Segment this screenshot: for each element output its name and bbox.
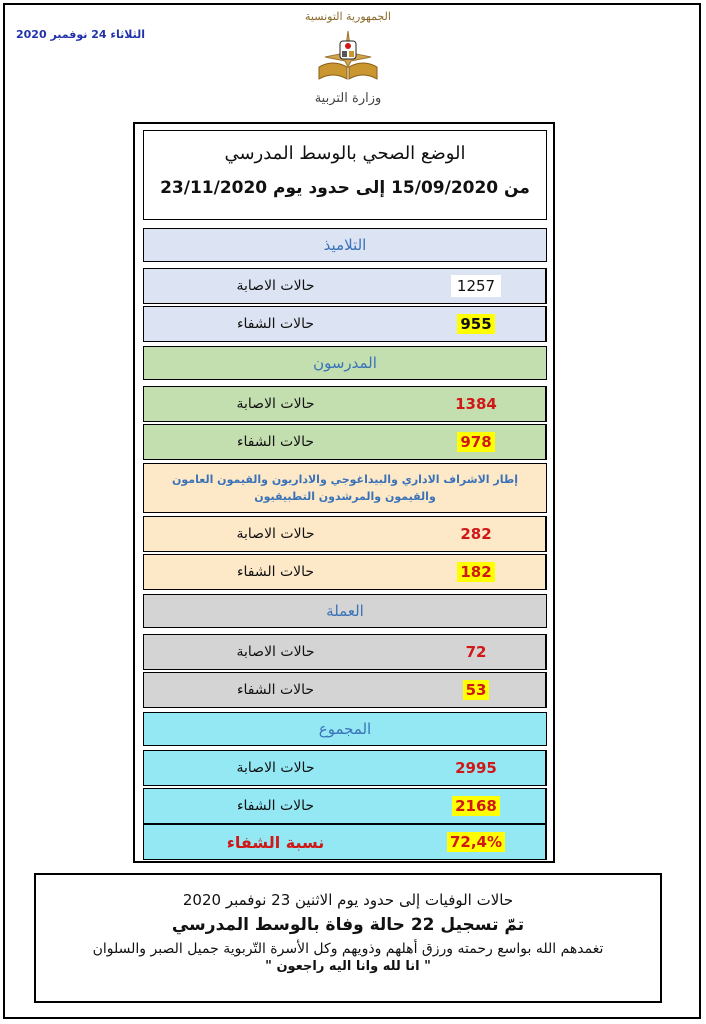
republic-text: الجمهورية التونسية xyxy=(305,10,391,23)
page-title: الوضع الصحي بالوسط المدرسي xyxy=(224,143,466,164)
infections-label: حالات الاصابة xyxy=(236,760,315,776)
ministry-logo xyxy=(300,10,396,120)
deaths-count-line: تمّ تسجيل 22 حالة وفاة بالوسط المدرسي xyxy=(171,915,525,935)
total-infections-row xyxy=(143,750,547,786)
total-rate-row xyxy=(143,824,547,860)
total-rate-value: 72,4% xyxy=(447,832,505,852)
title-box xyxy=(143,130,547,220)
staff-infections-value: 282 xyxy=(460,525,492,543)
recoveries-label: حالات الشفاء xyxy=(236,434,315,450)
recoveries-label: حالات الشفاء xyxy=(236,564,315,580)
students-recoveries-value: 955 xyxy=(457,314,494,334)
section-total-title: المجموع xyxy=(143,712,547,746)
workers-recoveries-row xyxy=(143,672,547,708)
teachers-infections-value: 1384 xyxy=(455,395,497,413)
prayer-line: " انا لله وانا اليه راجعون " xyxy=(265,959,431,974)
emblem-icon xyxy=(313,23,383,85)
students-recoveries-row xyxy=(143,306,547,342)
condolence-line: تغمدهم الله بواسع رحمته ورزق أهلهم وذويهم وكل الأسرة التّربوية جميل الصبر والسلوان xyxy=(92,941,604,957)
section-students-title: التلاميذ xyxy=(143,228,547,262)
section-workers-title: العملة xyxy=(143,594,547,628)
infections-label: حالات الاصابة xyxy=(236,396,315,412)
date-range: من 15/09/2020 إلى حدود يوم 23/11/2020 xyxy=(160,178,530,198)
teachers-recoveries-value: 978 xyxy=(457,432,494,452)
total-recoveries-row xyxy=(143,788,547,824)
stats-panel xyxy=(133,122,555,863)
total-infections-value: 2995 xyxy=(455,759,497,777)
workers-infections-row xyxy=(143,634,547,670)
infections-label: حالات الاصابة xyxy=(236,278,315,294)
workers-recoveries-value: 53 xyxy=(463,680,490,700)
infections-label: حالات الاصابة xyxy=(236,644,315,660)
workers-infections-value: 72 xyxy=(465,643,487,661)
section-staff-title: إطار الاشراف الاداري والبيداغوجي والاداريون والقيمون العامون والقيمون والمرشدون التطبيقيون xyxy=(143,463,547,513)
staff-recoveries-row xyxy=(143,554,547,590)
teachers-infections-row xyxy=(143,386,547,422)
students-infections-row xyxy=(143,268,547,304)
recovery-rate-label: نسبة الشفاء xyxy=(226,832,325,852)
staff-infections-row xyxy=(143,516,547,552)
recoveries-label: حالات الشفاء xyxy=(236,798,315,814)
teachers-recoveries-row xyxy=(143,424,547,460)
staff-recoveries-value: 182 xyxy=(457,562,494,582)
deaths-date-line: حالات الوفيات إلى حدود يوم الاثنين 23 نوفمبر 2020 xyxy=(182,891,514,909)
ministry-text: وزارة التربية xyxy=(314,91,382,106)
recoveries-label: حالات الشفاء xyxy=(236,316,315,332)
report-date: الثلاثاء 24 نوفمبر 2020 xyxy=(16,28,146,41)
section-teachers-title: المدرسون xyxy=(143,346,547,380)
infections-label: حالات الاصابة xyxy=(236,526,315,542)
students-infections-value: 1257 xyxy=(451,275,501,297)
deaths-box xyxy=(34,873,662,1003)
recoveries-label: حالات الشفاء xyxy=(236,682,315,698)
total-recoveries-value: 2168 xyxy=(452,796,500,816)
